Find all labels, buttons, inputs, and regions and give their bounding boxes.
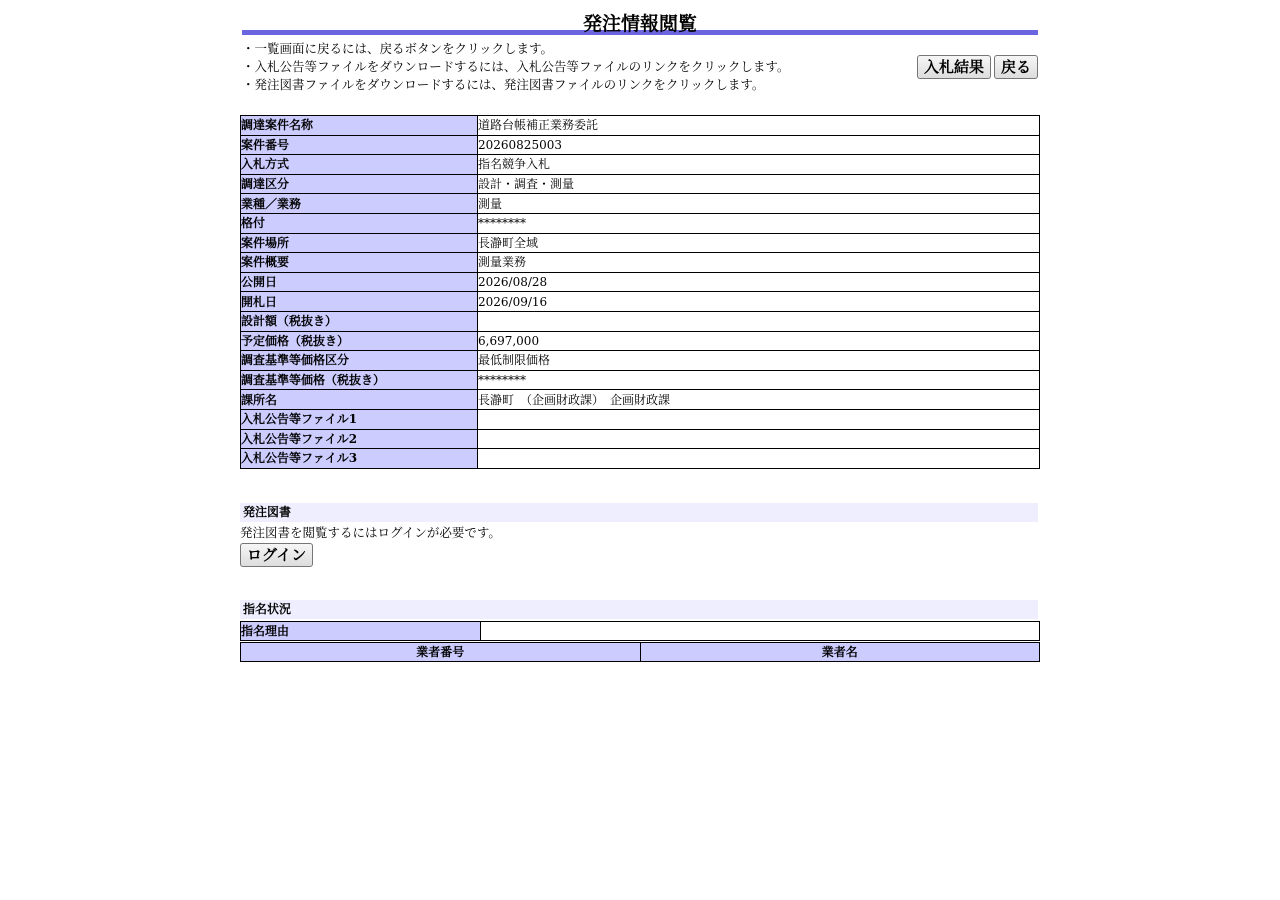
row-value: 20260825003 bbox=[478, 135, 1040, 155]
row-value[interactable] bbox=[478, 429, 1040, 449]
table-row bbox=[241, 311, 1040, 331]
row-label: 入札公告等ファイル2 bbox=[241, 429, 478, 449]
table-row bbox=[241, 449, 1040, 469]
table-row bbox=[241, 155, 1040, 175]
page-title: 発注情報閲覧 bbox=[582, 13, 697, 35]
login-required-note: 発注図書を閲覧するにはログインが必要です。 bbox=[240, 524, 501, 540]
row-value: ******** bbox=[478, 213, 1040, 233]
table-row bbox=[241, 621, 1040, 640]
vendor-table bbox=[240, 642, 1040, 662]
column-header-vendor-number: 業者番号 bbox=[241, 642, 641, 661]
row-label: 調査基準等価格（税抜き） bbox=[241, 370, 478, 390]
instruction-line: ・一覧画面に戻るには、戻るボタンをクリックします。 bbox=[242, 41, 554, 56]
table-row bbox=[241, 331, 1040, 351]
back-button[interactable]: 戻る bbox=[994, 55, 1038, 79]
row-value: 2026/08/28 bbox=[478, 272, 1040, 292]
row-label: 課所名 bbox=[241, 390, 478, 410]
row-value: 設計・調査・測量 bbox=[478, 174, 1040, 194]
row-value: 測量業務 bbox=[478, 253, 1040, 273]
row-label: 公開日 bbox=[241, 272, 478, 292]
table-row bbox=[241, 409, 1040, 429]
row-label: 調査基準等価格区分 bbox=[241, 351, 478, 371]
row-value[interactable] bbox=[478, 449, 1040, 469]
action-buttons bbox=[917, 55, 1038, 79]
table-row bbox=[241, 213, 1040, 233]
table-row bbox=[241, 116, 1040, 136]
row-value: 指名競争入札 bbox=[478, 155, 1040, 175]
instruction-line: ・発注図書ファイルをダウンロードするには、発注図書ファイルのリンクをクリックします。 bbox=[242, 77, 765, 92]
row-value: 長瀞町 （企画財政課） 企画財政課 bbox=[478, 390, 1040, 410]
row-value: 長瀞町全域 bbox=[478, 233, 1040, 253]
row-value bbox=[478, 311, 1040, 331]
nomination-reason-value bbox=[481, 621, 1040, 640]
table-row bbox=[241, 390, 1040, 410]
table-row bbox=[241, 272, 1040, 292]
nomination-reason-label: 指名理由 bbox=[241, 621, 481, 640]
table-row bbox=[241, 429, 1040, 449]
row-label: 予定価格（税抜き） bbox=[241, 331, 478, 351]
table-row bbox=[241, 370, 1040, 390]
row-value: 測量 bbox=[478, 194, 1040, 214]
table-row bbox=[241, 253, 1040, 273]
row-label: 調達案件名称 bbox=[241, 116, 478, 136]
column-header-vendor-name: 業者名 bbox=[640, 642, 1040, 661]
table-row bbox=[241, 194, 1040, 214]
row-label: 案件番号 bbox=[241, 135, 478, 155]
row-label: 入札方式 bbox=[241, 155, 478, 175]
row-label: 案件場所 bbox=[241, 233, 478, 253]
row-label: 調達区分 bbox=[241, 174, 478, 194]
table-row bbox=[241, 351, 1040, 371]
row-label: 設計額（税抜き） bbox=[241, 311, 478, 331]
login-button[interactable]: ログイン bbox=[240, 543, 313, 567]
table-row bbox=[241, 135, 1040, 155]
nomination-heading: 指名状況 bbox=[240, 600, 1038, 619]
row-label: 案件概要 bbox=[241, 253, 478, 273]
row-label: 開札日 bbox=[241, 292, 478, 312]
order-docs-heading: 発注図書 bbox=[240, 503, 1038, 522]
row-value: 6,697,000 bbox=[478, 331, 1040, 351]
row-label: 入札公告等ファイル1 bbox=[241, 409, 478, 429]
instruction-line: ・入札公告等ファイルをダウンロードするには、入札公告等ファイルのリンクをクリックします。 bbox=[242, 59, 790, 74]
row-value: ******** bbox=[478, 370, 1040, 390]
table-row bbox=[241, 292, 1040, 312]
row-value: 道路台帳補正業務委託 bbox=[478, 116, 1040, 136]
bid-result-button[interactable]: 入札結果 bbox=[917, 55, 991, 79]
row-value: 2026/09/16 bbox=[478, 292, 1040, 312]
table-row bbox=[241, 233, 1040, 253]
nomination-reason-table bbox=[240, 621, 1040, 641]
instruction-list bbox=[242, 40, 789, 94]
page-container bbox=[240, 0, 1040, 662]
row-value[interactable] bbox=[478, 409, 1040, 429]
row-label: 業種／業務 bbox=[241, 194, 478, 214]
row-value: 最低制限価格 bbox=[478, 351, 1040, 371]
instructions-area bbox=[242, 35, 1038, 115]
row-label: 入札公告等ファイル3 bbox=[241, 449, 478, 469]
table-row bbox=[241, 174, 1040, 194]
vendor-table-header bbox=[241, 642, 1040, 661]
row-label: 格付 bbox=[241, 213, 478, 233]
project-info-table bbox=[240, 115, 1040, 469]
